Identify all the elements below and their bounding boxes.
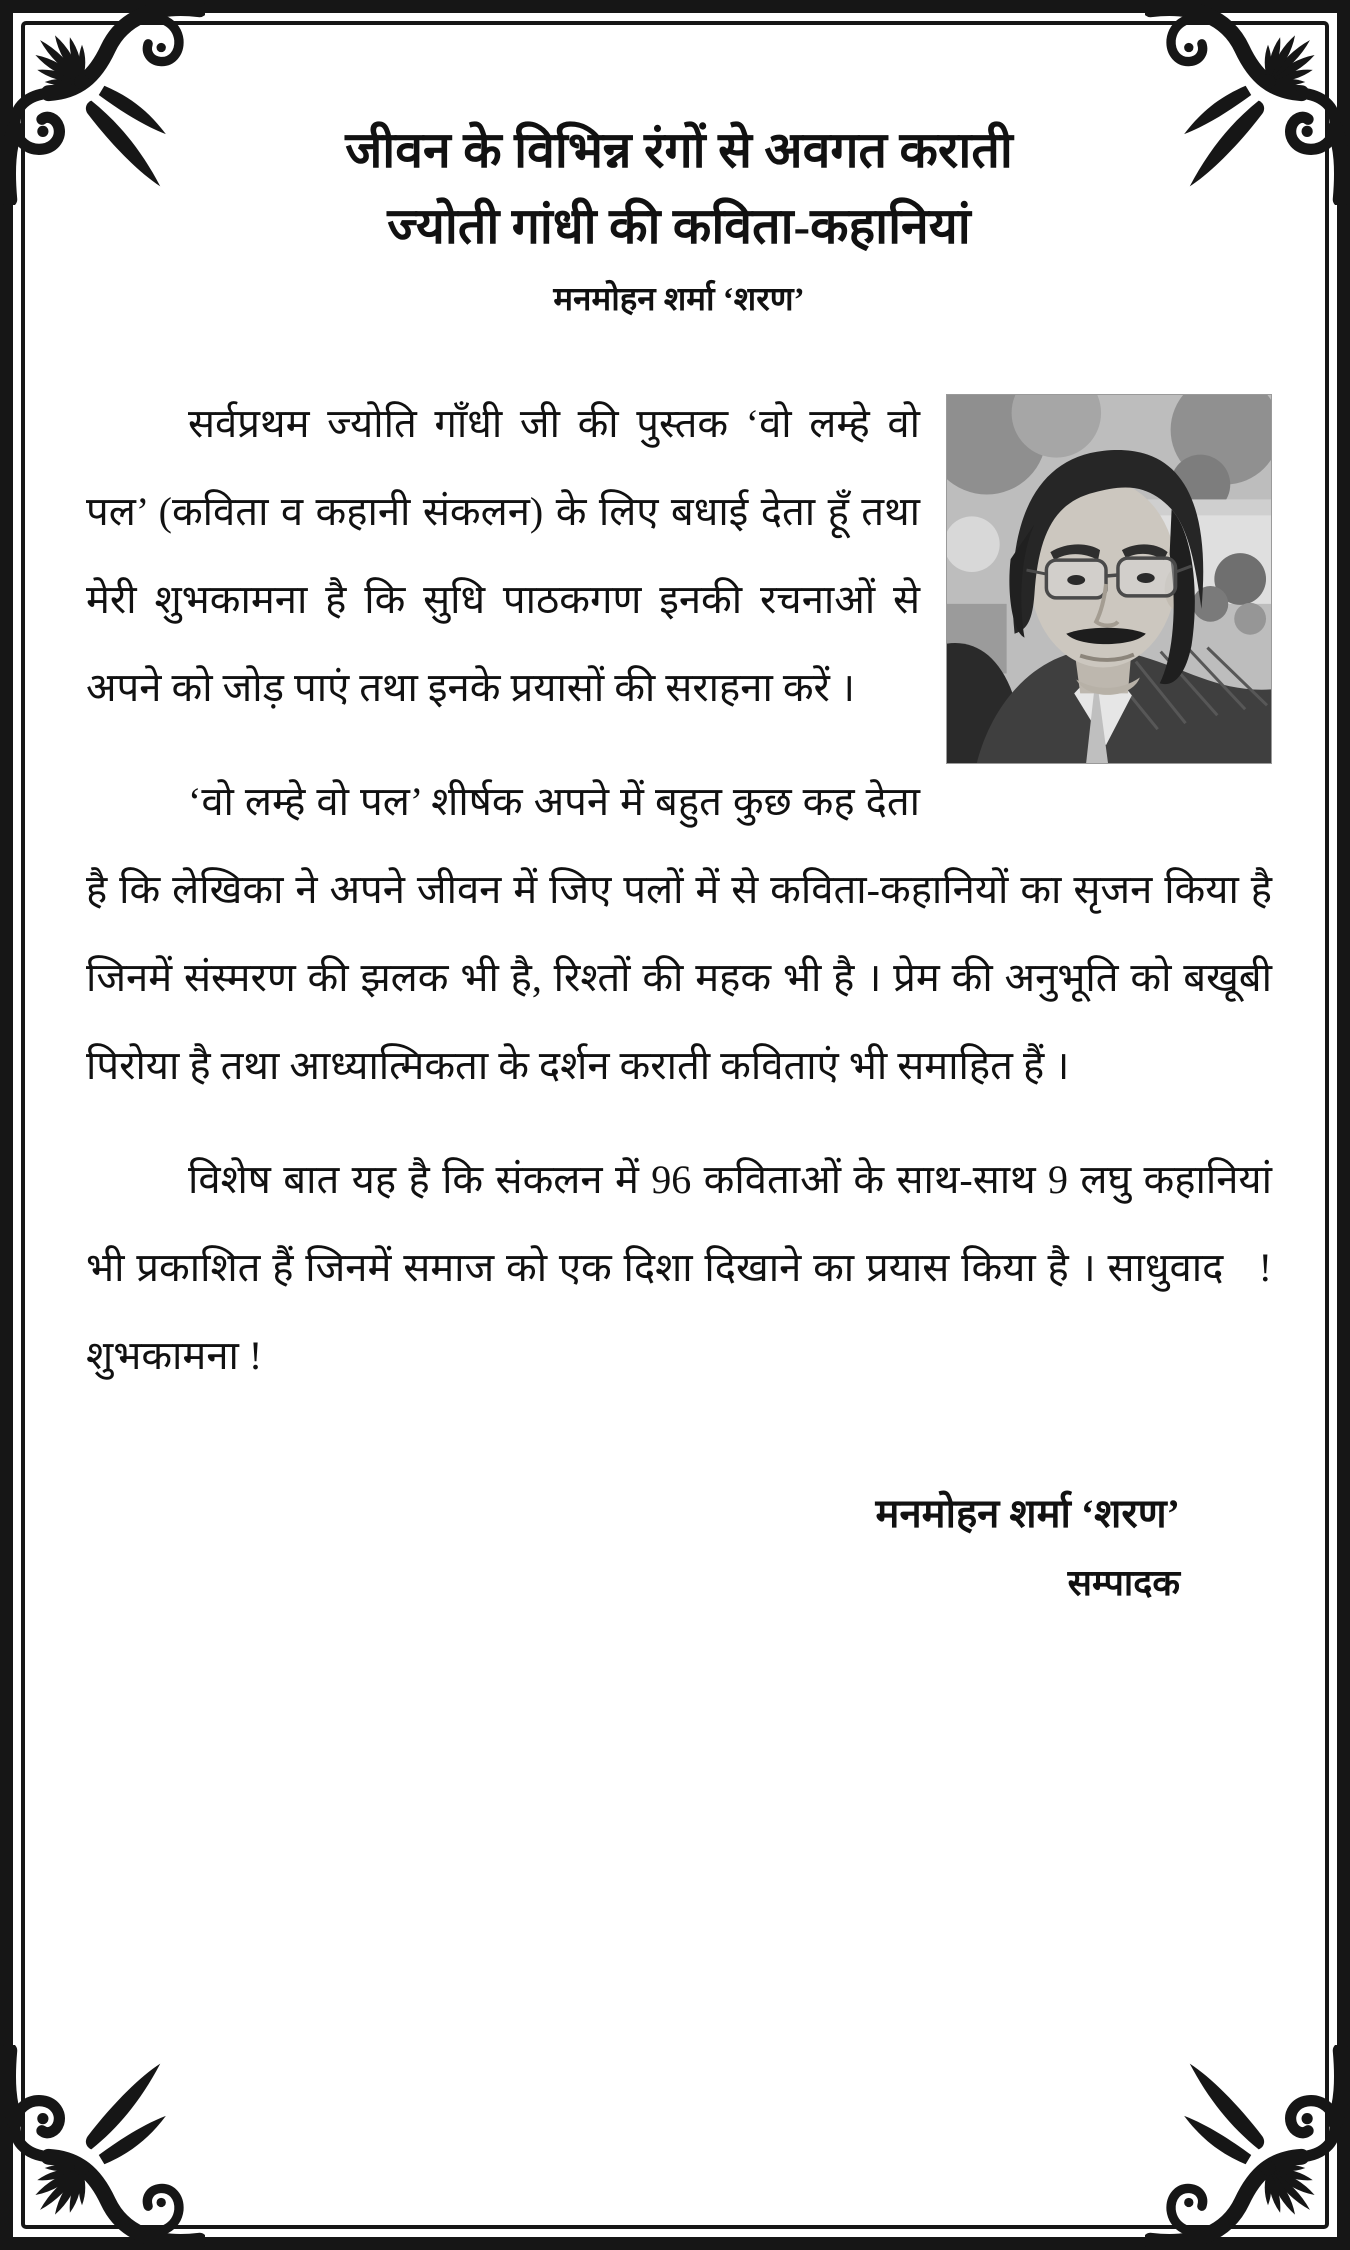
corner-ornament-icon xyxy=(0,2045,205,2250)
paragraph-1-text: सर्वप्रथम ज्योति गाँधी जी की पुस्तक ‘वो लम्हे वो पल’ (कविता व कहानी संकलन) के लिए बधाई देता हूँ तथा मेरी शुभकामना है कि सुधि पाठकगण इनकी रचनाओं से अपने को जोड़ पाएं तथा इनके प्रयासों की सराहना करें । xyxy=(86,401,920,710)
title-line-2: ज्योती गांधी की कविता-कहानियां xyxy=(387,198,971,254)
byline-author: मनमोहन शर्मा ‘शरण’ xyxy=(553,282,805,318)
title-line-1: जीवन के विभिन्न रंगों से अवगत कराती xyxy=(345,122,1013,178)
page-title xyxy=(86,112,1272,264)
portrait-photo-image xyxy=(947,395,1271,763)
paragraph-2: ‘वो लम्हे वो पल’ शीर्षक अपने में बहुत कुछ कह देता है कि लेखिका ने अपने जीवन में जिए पलों में से कविता-कहानियों का सृजन किया है जिनमें संस्मरण की झलक भी है, रिश्तों की महक भी है । प्रेम की अनुभूति को बखूबी पिरोया है तथा आध्यात्मिकता के दर्शन कराती कविताएं भी समाहित हैं । xyxy=(86,779,1272,1088)
portrait-photo xyxy=(946,394,1272,764)
page-content xyxy=(86,0,1272,1608)
signature-role: सम्पादक xyxy=(1067,1563,1180,1603)
paragraph-3: विशेष बात यह है कि संकलन में 96 कविताओं के साथ-साथ 9 लघु कहानियां भी प्रकाशित हैं जिनमें समाज को एक दिशा दिखाने का प्रयास किया है । साधुवाद ! शुभकामना ! xyxy=(86,1157,1272,1378)
paragraph-1 xyxy=(86,380,1272,732)
corner-ornament-icon xyxy=(1145,2045,1350,2250)
signature-block xyxy=(86,1486,1180,1608)
signature-name: मनमोहन शर्मा ‘शरण’ xyxy=(875,1491,1180,1536)
